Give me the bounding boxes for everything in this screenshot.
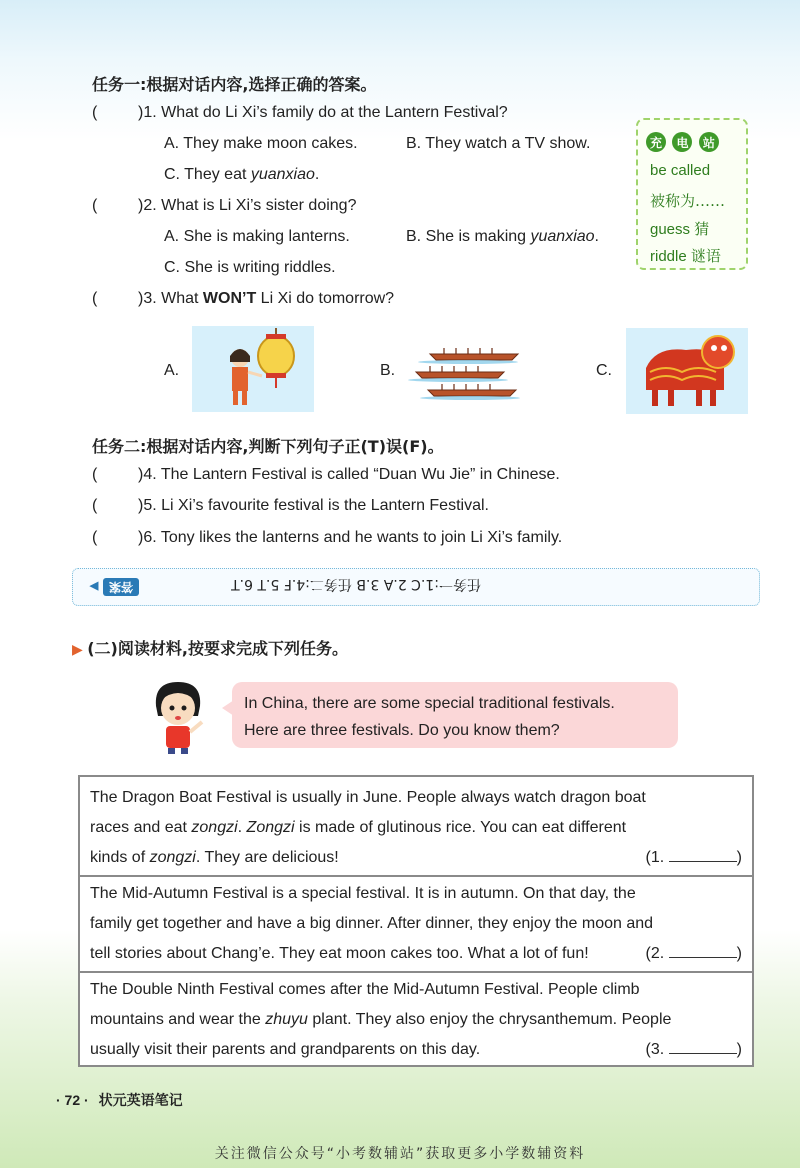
q3-answer-paren[interactable]: ( (92, 290, 98, 307)
lion-dance-image (626, 328, 748, 414)
p1-line-1: The Dragon Boat Festival is usually in June. People always watch dragon boat (90, 789, 646, 806)
q2-option-b: B. She is making yuanxiao. (406, 228, 599, 245)
passage-row-1 (80, 783, 752, 873)
tip-badge-3: 站 (699, 132, 719, 152)
bubble-line-2: Here are three festivals. Do you know them? (244, 722, 560, 739)
tip-badge-1: 充 (646, 132, 666, 152)
answer-badge: 答案 (103, 578, 139, 596)
blank-1[interactable]: (1. ) (645, 849, 742, 866)
q5-text: )5. Li Xi’s favourite festival is the Lantern Festival. (138, 497, 489, 514)
tip-line-4: riddle 谜语 (650, 247, 721, 265)
book-title: 状元英语笔记 (98, 1093, 183, 1109)
q2-text: )2. What is Li Xi’s sister doing? (138, 197, 357, 214)
p3-line-2: mountains and wear the zhuyu plant. They also enjoy the chrysanthemum. People (90, 1011, 672, 1028)
tip-badge-2: 电 (672, 132, 692, 152)
tip-line-3: guess 猜 (650, 220, 710, 238)
answer-arrow-icon: ▶ (89, 580, 99, 594)
blank-3[interactable]: (3. ) (645, 1041, 742, 1058)
p2-line-1: The Mid-Autumn Festival is a special festival. It is in autumn. On that day, the (90, 885, 636, 902)
tip-badges (646, 132, 721, 152)
p1-line-2: races and eat zongzi. Zongzi is made of glutinous rice. You can eat different (90, 819, 627, 836)
q3-text: )3. What WON’T Li Xi do tomorrow? (138, 290, 395, 307)
speech-bubble (232, 682, 678, 748)
answer-strip (72, 568, 760, 606)
lantern-girl-image (192, 326, 314, 412)
section2-header (72, 636, 348, 659)
q4-answer-paren[interactable]: ( (92, 466, 98, 483)
p2-line-3: tell stories about Chang’e. They eat moon cakes too. What a lot of fun! (2. ) (90, 939, 742, 969)
p2-line-2: family get together and have a big dinner. After dinner, they enjoy the moon and (90, 915, 654, 932)
task2-title: 任务二:根据对话内容,判断下列句子正(T)误(F)。 (92, 437, 444, 456)
q3-option-b-label: B. (380, 362, 396, 379)
q2-option-c: C. She is writing riddles. (164, 259, 336, 276)
q4-text: )4. The Lantern Festival is called “Duan Wu Jie” in Chinese. (138, 466, 560, 483)
page-footer (56, 1090, 183, 1110)
q2-option-a: A. She is making lanterns. (164, 228, 350, 245)
section2-title: (二)阅读材料,按要求完成下列任务。 (87, 639, 348, 658)
q2-answer-paren[interactable]: ( (92, 197, 98, 214)
q1-option-a: A. They make moon cakes. (164, 135, 358, 152)
answer-badge-wrap (89, 578, 139, 596)
girl-avatar (148, 676, 210, 756)
p3-line-3: usually visit their parents and grandparents on this day. (3. ) (90, 1035, 742, 1065)
q5-answer-paren[interactable]: ( (92, 497, 98, 514)
p1-line-3: kinds of zongzi. They are delicious! (1. ) (90, 843, 742, 873)
passage-table (78, 775, 754, 1067)
q1-option-b: B. They watch a TV show. (406, 135, 591, 152)
q1-answer-paren[interactable]: ( (92, 104, 98, 121)
footer-watermark: 关注微信公众号“小考数辅站”获取更多小学数辅资料 (214, 1146, 586, 1162)
tip-box (636, 118, 748, 270)
q1-text: )1. What do Li Xi’s family do at the Lantern Festival? (138, 104, 508, 121)
bubble-line-1: In China, there are some special traditional festivals. (244, 695, 615, 712)
p3-line-1: The Double Ninth Festival comes after the Mid-Autumn Festival. People climb (90, 981, 640, 998)
row-divider-2 (80, 971, 752, 973)
passage-row-2 (80, 879, 752, 969)
dragon-boats-image (408, 340, 530, 404)
tip-line-2: 被称为…… (650, 192, 726, 210)
passage-row-3 (80, 975, 752, 1065)
tip-line-1: be called (650, 162, 711, 179)
task1-title: 任务一:根据对话内容,选择正确的答案。 (92, 75, 377, 94)
q1-option-c: C. They eat yuanxiao. (164, 166, 320, 183)
bubble-tail (222, 700, 234, 716)
q3-option-a-label: A. (164, 362, 180, 379)
q6-answer-paren[interactable]: ( (92, 529, 98, 546)
q3-option-c-label: C. (596, 362, 612, 379)
row-divider-1 (80, 875, 752, 877)
blank-2[interactable]: (2. ) (645, 945, 742, 962)
section-arrow-icon: ▶ (72, 641, 83, 657)
q6-text: )6. Tony likes the lanterns and he wants to join Li Xi’s family. (138, 529, 563, 546)
answer-text: 任务一:1.C 2.A 3.B 任务二:4.F 5.T 6.T (231, 576, 481, 592)
page-number: · 72 · (56, 1092, 89, 1108)
